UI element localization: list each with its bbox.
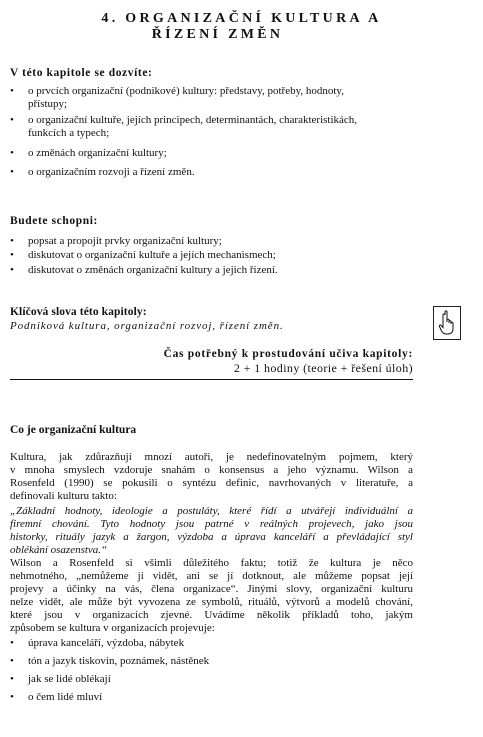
able-item-text: popsat a propojit prvky organizační kultury; (28, 235, 222, 247)
bullet-icon: • (10, 249, 14, 261)
example-item-text: jak se lidé oblékají (28, 673, 111, 685)
learn-item-line: o prvcích organizační (podnikové) kultury: představy, potřeby, hodnoty, (28, 85, 344, 97)
paragraph-line: které jsou v organizacích zjevné. Uvádíme několik příkladů toho, jakým (10, 609, 413, 621)
able-heading: Budete schopni: (10, 215, 98, 227)
paragraph-line: Wilson a Rosenfeld si všimli důležitého faktu; totiž že kultura je něco (10, 557, 413, 569)
quote-line: firemní chování. Tyto hodnoty jsou patrné v reálných projevech, jako jsou (10, 518, 413, 530)
bullet-icon: • (10, 673, 14, 685)
learn-item-line: přístupy; (28, 98, 68, 110)
chapter-title-line1: 4. ORGANIZAČNÍ KULTURA A (101, 11, 382, 26)
learn-item-line: o organizační kultuře, jejích principech, determinantách, charakteristikách, (28, 114, 358, 126)
bullet-icon: • (10, 85, 14, 97)
bullet-icon: • (10, 147, 14, 159)
example-item-text: tón a jazyk tiskovin, poznámek, nástěnek (28, 655, 210, 667)
paragraph-line: v mnoha smyslech vzdoruje snahám o konsensus a jeho významu. Wilson a (10, 464, 413, 476)
section-paragraph-1 (10, 451, 413, 503)
keywords-text: Podniková kultura, organizační rozvoj, řízení změn. (10, 320, 284, 332)
quote-line: historky, rituály jazyk a žargon, výzdoba a úprava kanceláří a převládající styl (10, 531, 413, 543)
paragraph-line: nelze vidět, ale může být vyvozena ze symbolů, rituálů, výtvorů a modelů chování, (10, 596, 413, 608)
bullet-icon: • (10, 235, 14, 247)
bullet-icon: • (10, 655, 14, 667)
bullet-icon: • (10, 691, 14, 703)
paragraph-line: Rosenfeld (1990) se pokusili o syntézu definic, navrhovaných v literatuře, a (10, 477, 413, 489)
bullet-icon: • (10, 166, 14, 178)
section-paragraph-2 (10, 557, 413, 635)
time-value: 2 + 1 hodiny (teorie + řešení úloh) (233, 361, 413, 375)
bullet-icon: • (10, 114, 14, 126)
able-item-text: diskutovat o změnách organizační kultury a jejich řízení. (28, 264, 278, 276)
paragraph-line: Kultura, jak zdůrazňují mnozí autoři, je nedefinovatelným pojmem, který (10, 451, 413, 463)
pointing-hand-icon (433, 306, 461, 340)
paragraph-line: způsobem se kultura v organizacích projevuje: (10, 622, 215, 634)
learn-item-line: funkcích a typech; (28, 127, 110, 139)
able-item-text: diskutovat o organizační kultuře a jejích mechanismech; (28, 249, 276, 261)
quote-line: „Základní hodnoty, ideologie a postuláty, které řídí a utvářejí individuální a (10, 505, 413, 517)
example-item-text: úprava kanceláří, výzdoba, nábytek (28, 637, 185, 649)
bullet-icon: • (10, 264, 14, 276)
section-heading: Co je organizační kultura (10, 424, 137, 436)
time-label: Čas potřebný k prostudování učiva kapitoly: (163, 348, 413, 360)
bullet-icon: • (10, 637, 14, 649)
keywords-heading: Klíčová slova této kapitoly: (10, 306, 147, 318)
divider-line (10, 379, 413, 380)
learn-heading: V této kapitole se dozvíte: (10, 67, 153, 79)
learn-item-line: o organizačním rozvoji a řízení změn. (28, 166, 195, 178)
definition-quote (10, 505, 413, 557)
chapter-title-line2: ŘÍZENÍ ZMĚN (151, 27, 284, 42)
paragraph-line: definovali kulturu takto: (10, 490, 117, 502)
example-item-text: o čem lidé mluví (28, 691, 103, 703)
quote-line: oblékání osazenstva.“ (10, 544, 108, 556)
paragraph-line: nehmotného, „nemůžeme ji vidět, ani se jí dotknout, ale můžeme popsat její (10, 570, 413, 582)
learn-item-line: o změnách organizační kultury; (28, 147, 167, 159)
paragraph-line: projevy a účinky na vás, člena organizace“. Jinými slovy, organizační kulturu (10, 583, 413, 595)
